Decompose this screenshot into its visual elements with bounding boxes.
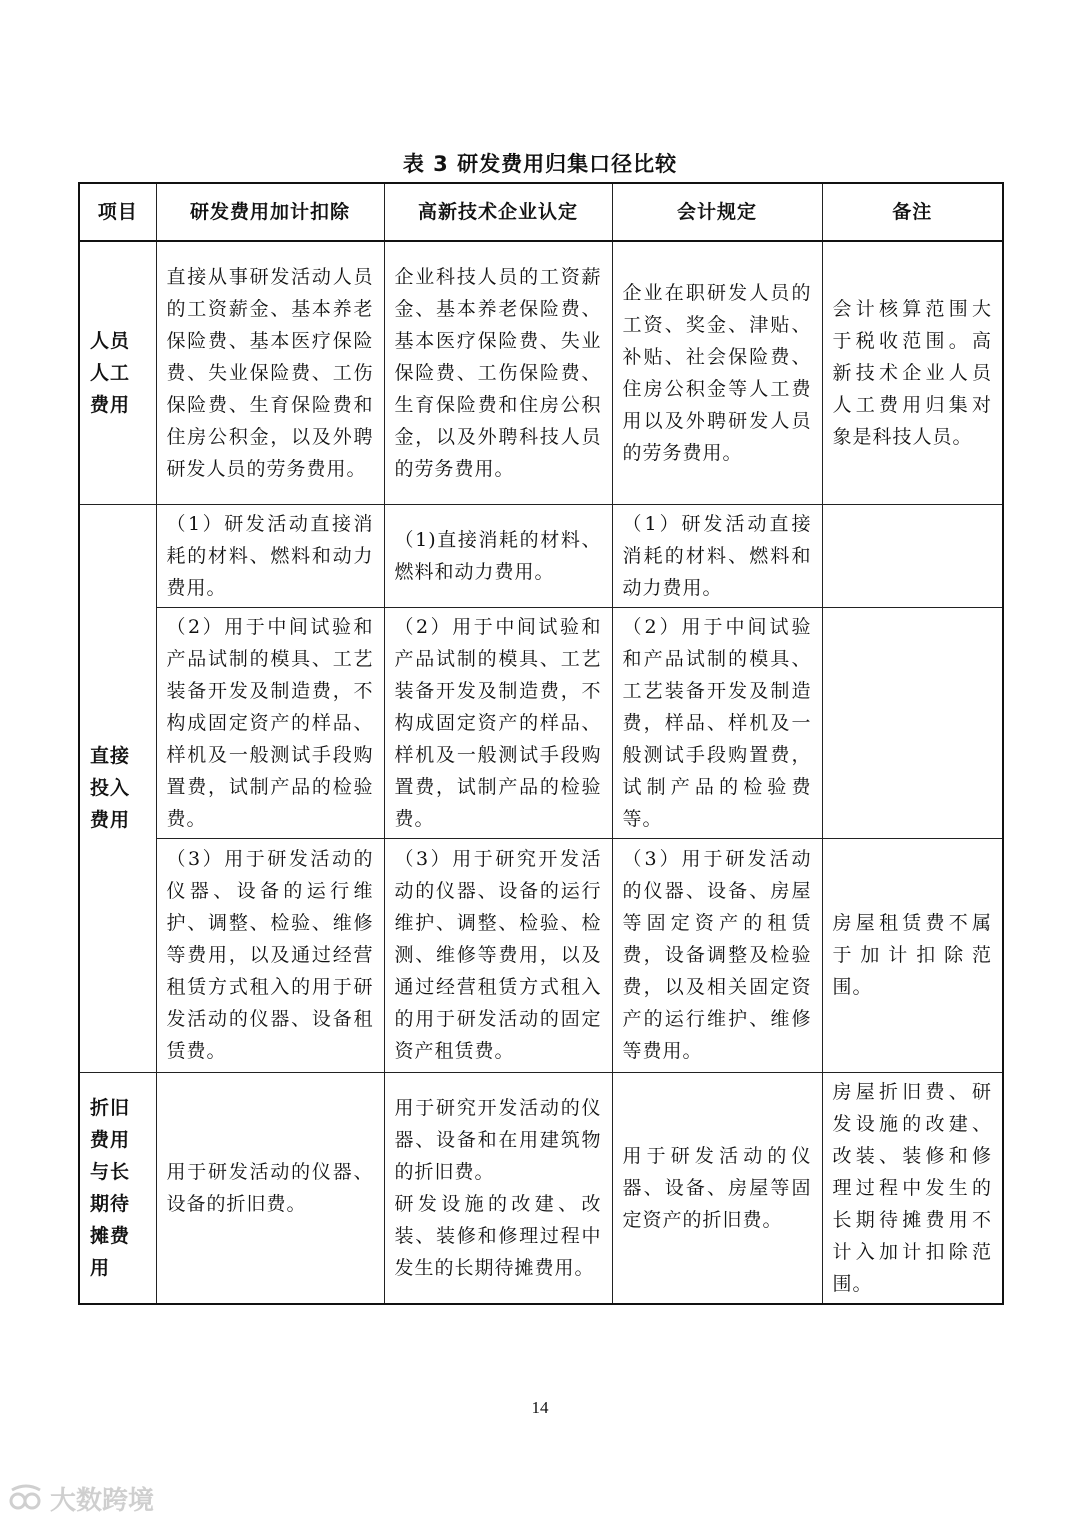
header-hightech: 高新技术企业认定 — [384, 183, 612, 241]
watermark-logo-icon — [8, 1484, 44, 1514]
cell-depreciation-hightech — [384, 1072, 612, 1304]
category-personnel: 人员 人工 费用 — [79, 241, 156, 504]
cell-direct2-accounting: （2）用于中间试验和产品试制的模具、工艺装备开发及制造费，样品、样机及一般测试手段购置费，试制产品的检验费等。 — [612, 607, 822, 838]
table-row — [79, 1072, 1003, 1304]
comparison-table — [78, 182, 1004, 1305]
cell-direct2-deduction: （2）用于中间试验和产品试制的模具、工艺装备开发及制造费，不构成固定资产的样品、样机及一般测试手段购置费，试制产品的检验费。 — [156, 607, 384, 838]
category-depreciation: 折旧 费用 与长 期待 摊费 用 — [79, 1072, 156, 1304]
cell-depreciation-deduction: 用于研发活动的仪器、设备的折旧费。 — [156, 1072, 384, 1304]
cell-direct3-hightech: （3）用于研究开发活动的仪器、设备的运行维护、调整、检验、检测、维修等费用，以及通过经营租赁方式租入的用于研发活动的固定资产租赁费。 — [384, 838, 612, 1072]
header-accounting: 会计规定 — [612, 183, 822, 241]
cell-personnel-hightech: 企业科技人员的工资薪金、基本养老保险费、基本医疗保险费、失业保险费、工伤保险费、生育保险费和住房公积金，以及外聘科技人员的劳务费用。 — [384, 241, 612, 504]
cell-personnel-remarks: 会计核算范围大于税收范围。高新技术企业人员人工费用归集对象是科技人员。 — [822, 241, 1003, 504]
table-row — [79, 607, 1003, 838]
cell-personnel-accounting: 企业在职研发人员的工资、奖金、津贴、补贴、社会保险费、住房公积金等人工费用以及外聘研发人员的劳务费用。 — [612, 241, 822, 504]
table-caption: 表 3 研发费用归集口径比较 — [402, 152, 678, 176]
category-direct: 直接 投入 费用 — [79, 504, 156, 1072]
hightech-para-1: 用于研究开发活动的仪器、设备和在用建筑物的折旧费。 — [394, 1096, 602, 1183]
cell-depreciation-accounting: 用于研发活动的仪器、设备、房屋等固定资产的折旧费。 — [612, 1072, 822, 1304]
cell-direct1-deduction: （1）研发活动直接消耗的材料、燃料和动力费用。 — [156, 504, 384, 607]
cell-direct2-remarks — [822, 607, 1003, 838]
watermark — [8, 1480, 154, 1517]
table-row — [79, 504, 1003, 607]
table-row — [79, 241, 1003, 504]
header-remarks: 备注 — [822, 183, 1003, 241]
header-deduction: 研发费用加计扣除 — [156, 183, 384, 241]
header-item: 项目 — [79, 183, 156, 241]
page-number: 14 — [531, 1398, 549, 1417]
cell-depreciation-remarks: 房屋折旧费、研发设施的改建、改装、装修和修理过程中发生的长期待摊费用不计入加计扣除范围。 — [822, 1072, 1003, 1304]
watermark-text: 大数跨境 — [50, 1486, 155, 1516]
cell-direct3-deduction: （3）用于研发活动的仪器、设备的运行维护、调整、检验、维修等费用，以及通过经营租赁方式租入的用于研发活动的仪器、设备租赁费。 — [156, 838, 384, 1072]
cell-direct1-remarks — [822, 504, 1003, 607]
cell-direct2-hightech: （2）用于中间试验和产品试制的模具、工艺装备开发及制造费，不构成固定资产的样品、样机及一般测试手段购置费，试制产品的检验费。 — [384, 607, 612, 838]
table-row — [79, 838, 1003, 1072]
cell-direct1-accounting: （1）研发活动直接消耗的材料、燃料和动力费用。 — [612, 504, 822, 607]
cell-direct3-accounting: （3）用于研发活动的仪器、设备、房屋等固定资产的租赁费，设备调整及检验费，以及相关固定资产的运行维护、维修等费用。 — [612, 838, 822, 1072]
hightech-para-2: 研发设施的改建、改装、装修和修理过程中发生的长期待摊费用。 — [394, 1192, 602, 1279]
cell-direct3-remarks: 房屋租赁费不属于加计扣除范围。 — [822, 838, 1003, 1072]
cell-direct1-hightech: （1)直接消耗的材料、燃料和动力费用。 — [384, 504, 612, 607]
header-row — [79, 183, 1003, 241]
cell-personnel-deduction: 直接从事研发活动人员的工资薪金、基本养老保险费、基本医疗保险费、失业保险费、工伤保险费、生育保险费和住房公积金，以及外聘研发人员的劳务费用。 — [156, 241, 384, 504]
